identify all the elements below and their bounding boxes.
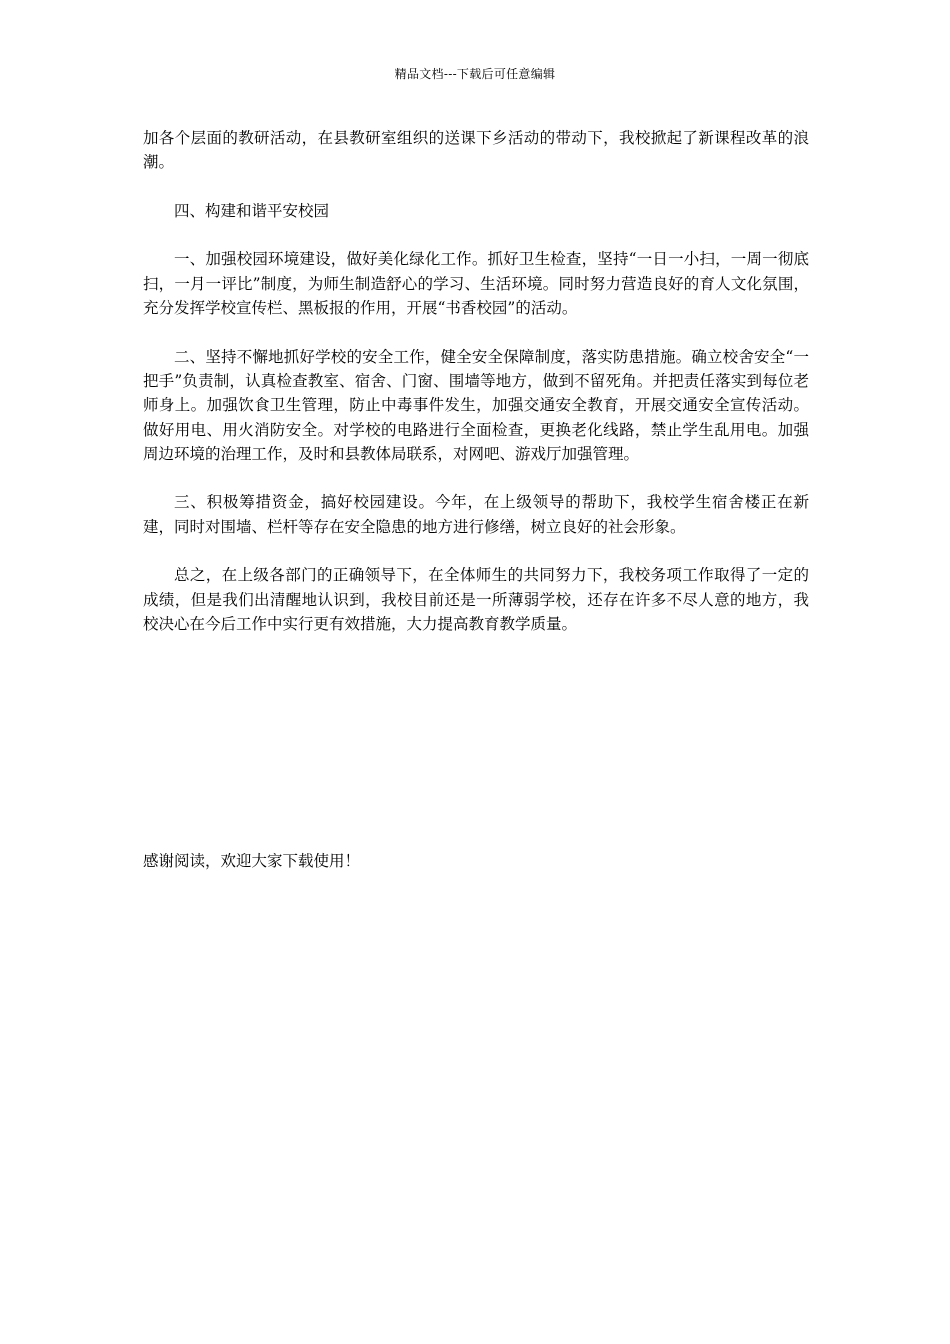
section-heading: 四、构建和谐平安校园 [174, 201, 330, 220]
paragraph-funding: 三、积极筹措资金，搞好校园建设。今年，在上级领导的帮助下，我校学生宿舍楼正在新建，同时对围墙、栏杆等存在安全隐患的地方进行修缮，树立良好的社会形象。 [143, 493, 809, 536]
closing-note: 感谢阅读，欢迎大家下载使用！ [143, 852, 361, 870]
document-body [143, 126, 809, 661]
page-header: 精品文档---下载后可任意编辑 [394, 67, 556, 81]
paragraph-safety: 二、坚持不懈地抓好学校的安全工作，健全安全保障制度，落实防患措施。确立校舍安全“一把手”负责制，认真检查教室、宿舍、门窗、围墙等地方，做到不留死角。并把责任落实到每位老师身上。加强饮食卫生管理，防止中毒事件发生，加强交通安全教育，开展交通安全宣传活动。做好用电、用火消防安全。对学校的电路进行全面检查，更换老化线路，禁止学生乱用电。加强周边环境的治理工作，及时和县教体局联系，对网吧、游戏厅加强管理。 [143, 347, 809, 463]
paragraph-summary: 总之，在上级各部门的正确领导下，在全体师生的共同努力下，我校务项工作取得了一定的成绩，但是我们出清醒地认识到，我校目前还是一所薄弱学校，还存在许多不尽人意的地方，我校决心在今后工作中实行更有效措施，大力提高教育教学质量。 [143, 566, 809, 633]
paragraph-environment: 一、加强校园环境建设，做好美化绿化工作。抓好卫生检查，坚持“一日一小扫，一周一彻底扫，一月一评比”制度，为师生制造舒心的学习、生活环境。同时努力营造良好的育人文化氛围，充分发挥学校宣传栏、黑板报的作用，开展“书香校园”的活动。 [143, 250, 809, 318]
paragraph-continuation: 加各个层面的教研活动，在县教研室组织的送课下乡活动的带动下，我校掀起了新课程改革的浪潮。 [143, 129, 809, 172]
